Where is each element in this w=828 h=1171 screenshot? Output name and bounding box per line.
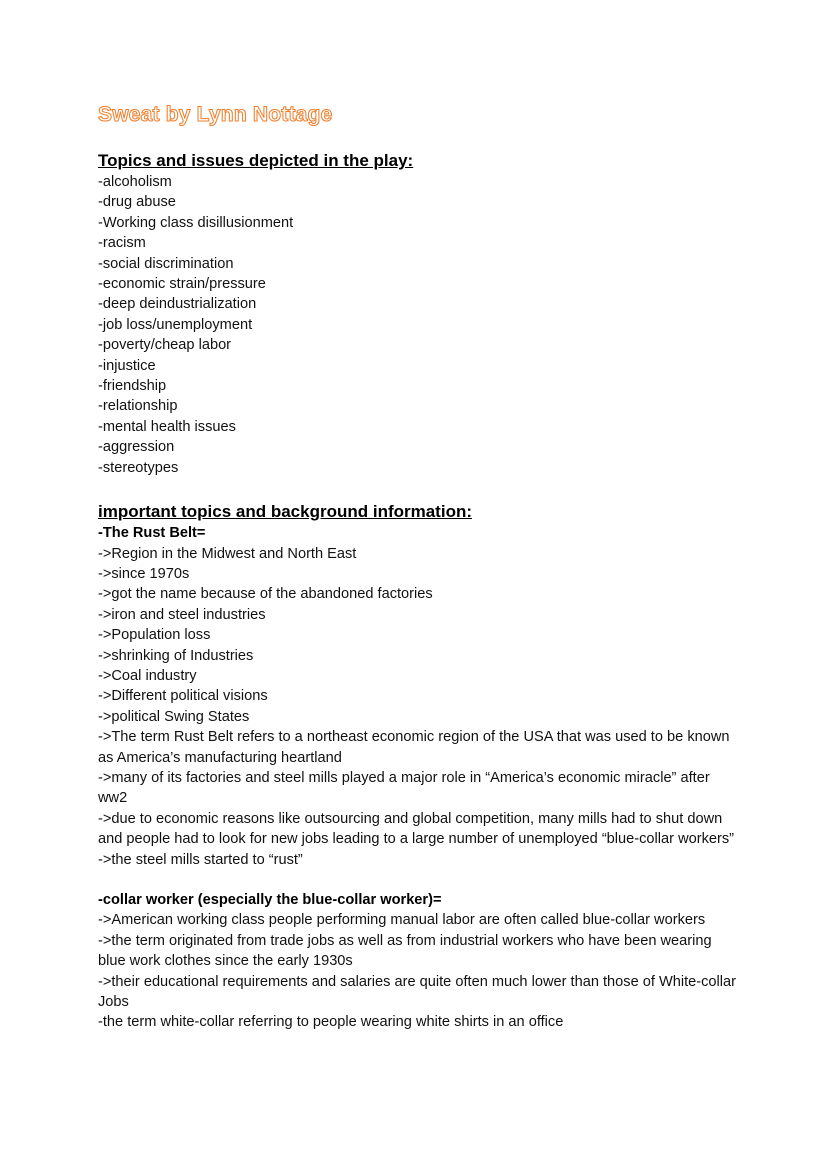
list-item: -racism: [98, 235, 146, 252]
list-item: ->Different political visions: [98, 688, 268, 705]
list-item: ->Coal industry: [98, 667, 197, 684]
collar-worker-list: [98, 910, 738, 1032]
rust-belt-subheading: -The Rust Belt=: [98, 525, 206, 542]
document-title: Sweat by Lynn Nottage: [98, 103, 333, 126]
list-item: -economic strain/pressure: [98, 276, 266, 293]
list-item: ->the steel mills started to “rust”: [98, 851, 303, 868]
list-item: ->due to economic reasons like outsourcing and global competition, many mills had to shut down and people had to look for new jobs leading to a large number of unemployed “blue-collar workers”: [98, 810, 735, 848]
list-item: -the term white-collar referring to people wearing white shirts in an office: [98, 1014, 564, 1031]
list-item: -Working class disillusionment: [98, 214, 294, 231]
list-item: -job loss/unemployment: [98, 316, 253, 333]
collar-worker-subheading: -collar worker (especially the blue-collar worker)=: [98, 892, 442, 908]
list-item: ->The term Rust Belt refers to a northeast economic region of the USA that was used to be known as America’s manufacturing heartland: [98, 729, 730, 766]
document-page: [98, 100, 738, 1033]
list-item: ->shrinking of Industries: [98, 647, 254, 664]
list-item: -deep deindustrialization: [98, 296, 257, 313]
list-item: -mental health issues: [98, 418, 236, 435]
list-item: ->the term originated from trade jobs as well as from industrial workers who have been wearing blue work clothes since the early 1930s: [98, 932, 712, 970]
rust-belt-list: [98, 544, 738, 871]
topics-heading: Topics and issues depicted in the play:: [98, 151, 414, 170]
list-item: -alcoholism: [98, 174, 172, 190]
list-item: -friendship: [98, 378, 167, 395]
list-item: -stereotypes: [98, 459, 179, 476]
list-item: -social discrimination: [98, 255, 234, 272]
list-item: ->American working class people performing manual labor are often called blue-collar workers: [98, 912, 706, 929]
list-item: ->since 1970s: [98, 565, 190, 582]
list-item: -poverty/cheap labor: [98, 337, 232, 354]
list-item: ->Region in the Midwest and North East: [98, 545, 357, 562]
background-heading: important topics and background information:: [98, 502, 472, 522]
list-item: ->political Swing States: [98, 708, 250, 725]
paragraph-gap: [98, 870, 738, 890]
list-item: -drug abuse: [98, 194, 176, 211]
list-item: -relationship: [98, 398, 178, 415]
list-item: ->got the name because of the abandoned factories: [98, 586, 433, 603]
list-item: ->many of its factories and steel mills played a major role in “America’s economic miracle” after ww2: [98, 769, 710, 807]
list-item: ->Population loss: [98, 627, 211, 644]
list-item: -injustice: [98, 357, 156, 374]
list-item: ->their educational requirements and salaries are quite often much lower than those of White-collar Jobs: [98, 973, 737, 1011]
list-item: -aggression: [98, 439, 175, 456]
topics-list: [98, 172, 738, 478]
list-item: ->iron and steel industries: [98, 606, 266, 623]
